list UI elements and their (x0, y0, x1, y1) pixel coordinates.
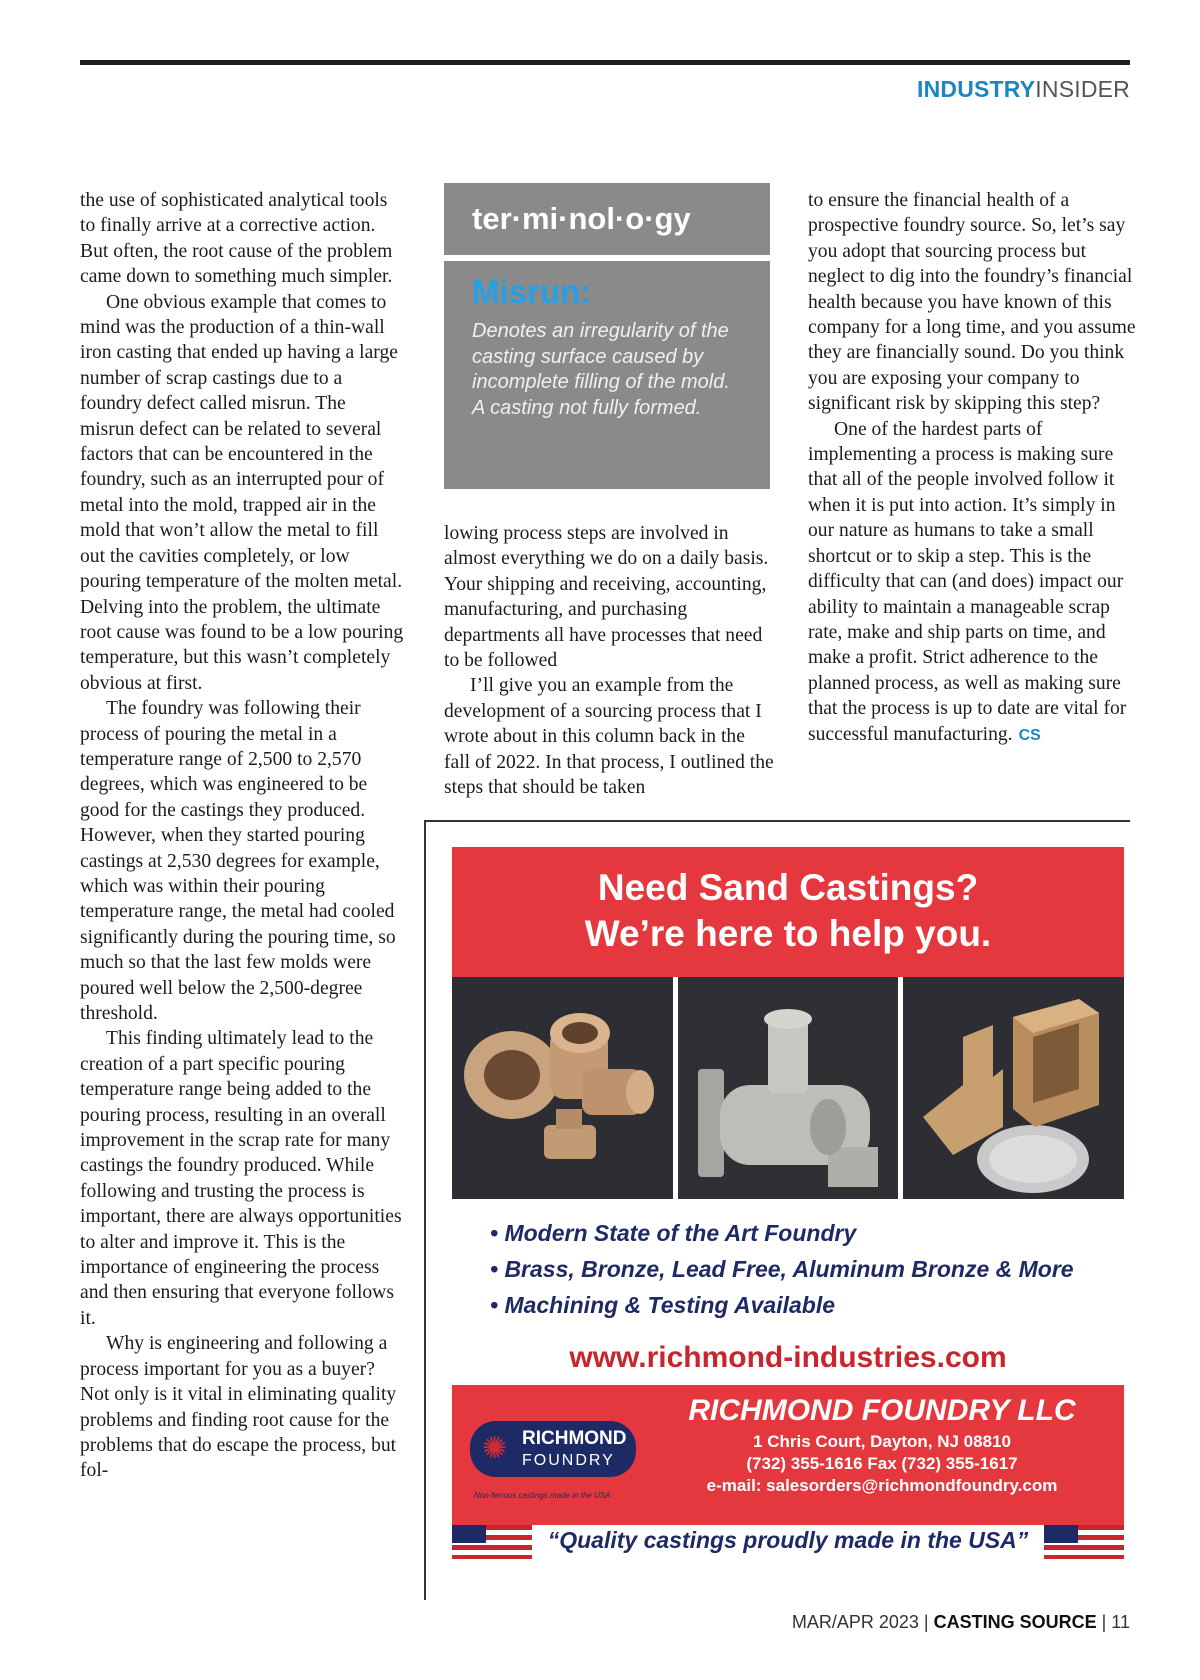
ad-headline-line-2: We’re here to help you. (584, 913, 992, 954)
page-footer (792, 1612, 1130, 1633)
ad-footer (452, 1385, 1124, 1555)
slogan-bar (452, 1525, 1124, 1559)
aluminum-casting-illustration (678, 977, 898, 1199)
bronze-castings-illustration (903, 977, 1123, 1199)
brass-fittings-illustration (452, 977, 672, 1199)
ad-bullet-1: • Modern State of the Art Foundry (490, 1220, 857, 1246)
ad-slogan: “Quality castings proudly made in the USA” (547, 1527, 1029, 1553)
section-tag-light: INSIDER (1035, 76, 1130, 102)
section-tag (917, 76, 1130, 103)
logo-emblem-icon: ✺ (482, 1432, 508, 1465)
ad-frame-vertical-rule (424, 820, 426, 1600)
advertisement[interactable] (452, 847, 1124, 1555)
ad-headline-line-1: Need Sand Castings? (597, 867, 979, 908)
company-email[interactable]: e-mail: salesorders@richmondfoundry.com (706, 1476, 1058, 1495)
ad-bullet-2: • Brass, Bronze, Lead Free, Aluminum Bronze & More (490, 1256, 1074, 1282)
end-mark: CS (1018, 726, 1041, 744)
ad-bullet-3: • Machining & Testing Available (490, 1292, 836, 1318)
ad-photo-bronze-parts (903, 977, 1124, 1199)
footer-page-number: | 11 (1096, 1612, 1130, 1632)
top-rule (80, 60, 1130, 65)
ad-bullet-list (490, 1215, 1110, 1323)
logo-word-1: RICHMOND (522, 1428, 627, 1449)
terminology-heading: ter·mi·nol·o·gy (444, 183, 770, 255)
ad-photo-aluminum-part (678, 977, 899, 1199)
col1-paragraph-2: One obvious example that comes to mind was the production of a thin-wall iron casting that ended up having a large number of scrap castings due to a foundry defect called misrun. The misrun defect can be related to several factors that can be encountered in the foundry, such as an interrupted pour of metal into the mold, trapped air in the mold that won’t allow the metal to fill out the cavities completely, or low pouring temperature of the molten metal. Delving into the problem, the ultimate root cause was found to be a low pouring temperature, but this wasn’t completely obvious at first. (80, 291, 404, 694)
ad-photo-fittings (452, 977, 673, 1199)
logo-tagline: Non-ferrous castings made in the USA (474, 1491, 611, 1500)
col1-paragraph-1: the use of sophisticated analytical tools to finally arrive at a corrective action. But often, the root cause of the problem came down to something much simpler. (80, 190, 393, 288)
terminology-sidebar (444, 183, 770, 489)
col1-paragraph-4: This finding ultimately lead to the creation of a part specific pouring temperature range being added to the pouring process, resulting in an overall improvement in the scrap rate for many castings the foundry produced. While following and trusting the process is important, there are always opportunities to alter and improve it. This is the importance of engineering the process and then ensuring that everyone follows it. (80, 1028, 402, 1329)
footer-issue: MAR/APR 2023 | (791, 1612, 934, 1632)
footer-magazine: CASTING SOURCE (933, 1612, 1097, 1632)
terminology-definition: Denotes an irregularity of the casting surface caused by incomplete filling of the mold. A casting not fully formed. (472, 320, 730, 419)
col3-paragraph-2-text: One of the hardest parts of implementing a process is making sure that all of the people involved follow it when it is put into action. It’s simply in our nature as humans to take a small shortcut or to skip a step. This is the difficulty that can (and does) impact our ability to maintain a manageable scrap rate, make and ship parts on time, and make a profit. Strict adherence to the planned process, as well as making sure that the process is up to date are vital for successful manufacturing. (808, 418, 1127, 745)
logo-word-2: FOUNDRY (522, 1452, 615, 1469)
ad-website-link[interactable]: www.richmond-industries.com (569, 1341, 1007, 1374)
terminology-body (444, 261, 770, 489)
ad-photo-strip (452, 977, 1124, 1199)
company-address: 1 Chris Court, Dayton, NJ 08810 (753, 1432, 1011, 1451)
article-column-1 (80, 188, 405, 1484)
company-info (652, 1391, 1112, 1497)
col3-paragraph-2 (808, 417, 1140, 748)
article-column-2 (444, 521, 774, 800)
terminology-term: Misrun: (472, 273, 592, 310)
company-phone: (732) 355-1616 Fax (732) 355-1617 (746, 1454, 1018, 1473)
col1-paragraph-5: Why is engineering and following a process important for you as a buyer? Not only is it vital in eliminating quality problems and finding root cause for the problems that do escape the process, but fol- (80, 1333, 397, 1482)
col2-paragraph-1: lowing process steps are involved in almost everything we do on a daily basis. Your shipping and receiving, accounting, manufacturing, and purchasing departments all have processes that need to be followed (444, 523, 769, 672)
ad-headline (452, 847, 1124, 977)
col1-paragraph-3: The foundry was following their process of pouring the metal in a temperature range of 2,500 to 2,570 degrees, which was engineered to be good for the castings they produced. However, when they started pouring castings at 2,530 degrees for example, which was within their pouring temperature range, the metal had cooled significantly during the pouring time, so much so that the last few molds were poured well below the 2,500-degree threshold. (80, 698, 396, 1024)
col3-paragraph-1: to ensure the financial health of a prospective foundry source. So, let’s say you adopt that sourcing process but neglect to dig into the foundry’s financial health because you have known of this company for a long time, and you assume they are financially sound. Do you think you are exposing your company to significant risk by skipping this step? (808, 190, 1136, 415)
us-flag-left-icon (452, 1525, 532, 1559)
us-flag-right-icon (1044, 1525, 1124, 1559)
richmond-foundry-logo (470, 1421, 636, 1477)
company-name: RICHMOND FOUNDRY LLC (688, 1394, 1076, 1427)
article-column-3 (808, 188, 1140, 748)
section-tag-strong: INDUSTRY (916, 76, 1036, 102)
ad-frame-horizontal-rule (424, 820, 1130, 822)
col2-paragraph-2: I’ll give you an example from the development of a sourcing process that I wrote about in this column back in the fall of 2022. In that process, I outlined the steps that should be taken (444, 675, 774, 799)
